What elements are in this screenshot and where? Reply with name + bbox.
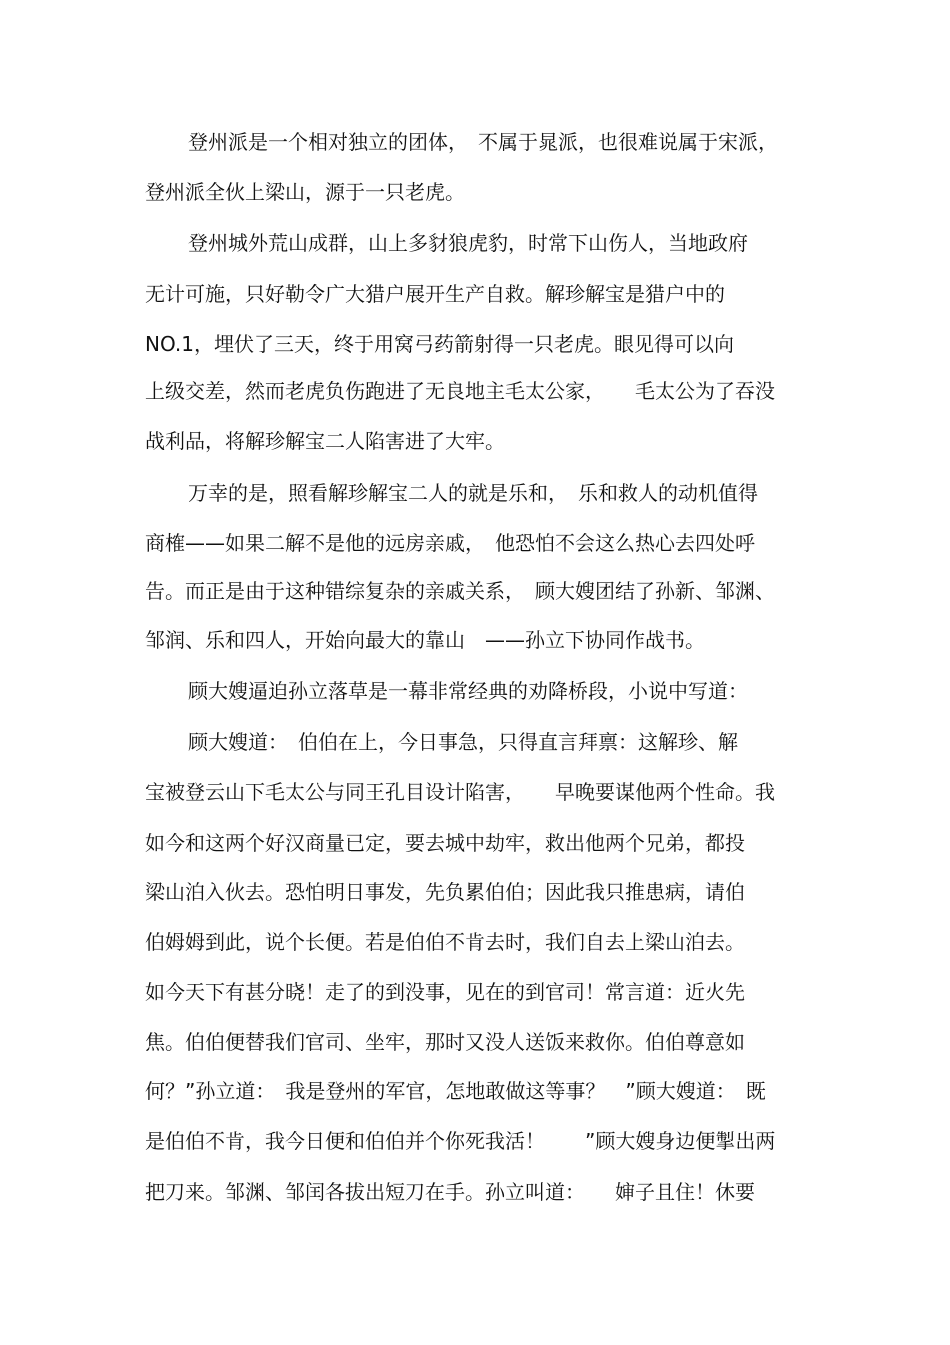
text-line: 顾大嫂道： 伯伯在上，今日事急，只得直言拜禀：这解珍、解	[188, 730, 738, 754]
text-line: 上级交差，然而老虎负伤跑进了无良地主毛太公家， 毛太公为了吞没	[145, 379, 775, 403]
text-line: 登州派全伙上梁山，源于一只老虎。	[145, 180, 465, 204]
text-line: 顾大嫂逼迫孙立落草是一幕非常经典的劝降桥段，小说中写道：	[188, 679, 748, 703]
text-line: 万幸的是，照看解珍解宝二人的就是乐和， 乐和救人的动机值得	[188, 481, 758, 505]
text-line: NO.1，埋伏了三天，终于用窝弓药箭射得一只老虎。眼见得可以向	[145, 332, 734, 356]
text-line: 登州派是一个相对独立的团体， 不属于晁派，也很难说属于宋派，	[188, 130, 778, 154]
text-line: 宝被登云山下毛太公与同王孔目设计陷害， 早晚要谋他两个性命。我	[145, 780, 775, 804]
text-line: 把刀来。邹渊、邹闰各拔出短刀在手。孙立叫道： 婶子且住！休要	[145, 1180, 755, 1204]
text-line: 无计可施，只好勒令广大猎户展开生产自救。解珍解宝是猎户中的	[145, 282, 725, 306]
text-line: 如今和这两个好汉商量已定，要去城中劫牢，救出他两个兄弟，都投	[145, 831, 745, 855]
text-line: 如今天下有甚分晓！走了的到没事，见在的到官司！常言道：近火先	[145, 980, 745, 1004]
text-line: 何？”孙立道： 我是登州的军官，怎地敢做这等事？ ”顾大嫂道： 既	[145, 1079, 766, 1103]
text-line: 梁山泊入伙去。恐怕明日事发，先负累伯伯；因此我只推患病，请伯	[145, 880, 745, 904]
text-line: 是伯伯不肯，我今日便和伯伯并个你死我活！ ”顾大嫂身边便掣出两	[145, 1129, 776, 1153]
text-line: 登州城外荒山成群，山上多豺狼虎豹，时常下山伤人，当地政府	[188, 231, 748, 255]
text-line: 告。而正是由于这种错综复杂的亲戚关系， 顾大嫂团结了孙新、邹渊、	[145, 579, 775, 603]
text-line: 邹润、乐和四人，开始向最大的靠山 ——孙立下协同作战书。	[145, 628, 705, 652]
text-line: 焦。伯伯便替我们官司、坐牢，那时又没人送饭来救你。伯伯尊意如	[145, 1030, 745, 1054]
text-line: 伯姆姆到此，说个长便。若是伯伯不肯去时，我们自去上梁山泊去。	[145, 930, 745, 954]
text-line: 战利品，将解珍解宝二人陷害进了大牢。	[145, 429, 505, 453]
text-line: 商榷——如果二解不是他的远房亲戚， 他恐怕不会这么热心去四处呼	[145, 531, 755, 555]
